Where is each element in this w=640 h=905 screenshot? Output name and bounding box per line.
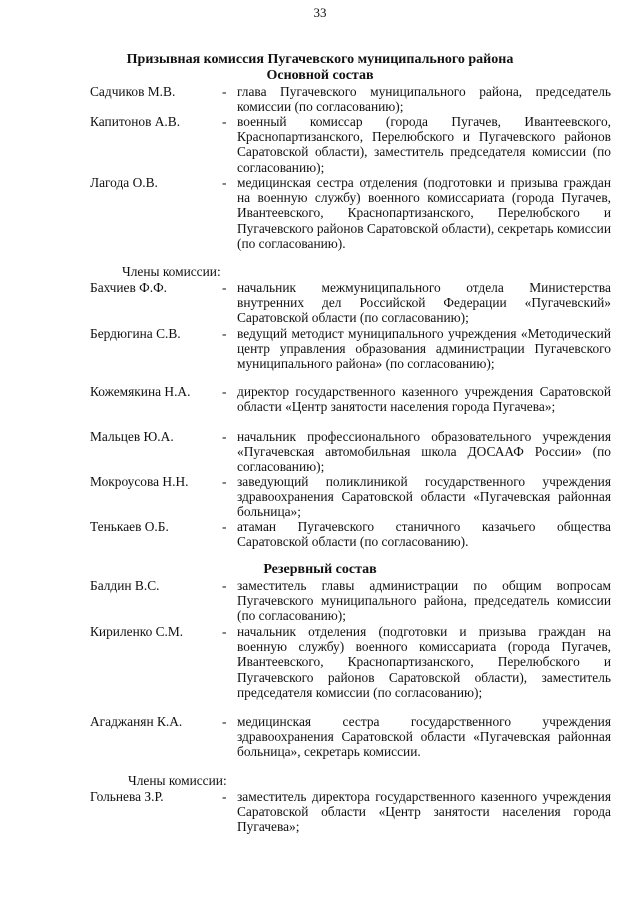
dash: -: [222, 114, 227, 129]
member-name: Садчиков М.В.: [90, 84, 176, 99]
dash: -: [222, 624, 227, 639]
member-position: начальник профессионального образовательного учреждения «Пугачевская автомобильная школа ДОСААФ России» (по согласованию);: [237, 429, 611, 475]
member-name: Кожемякина Н.А.: [90, 384, 191, 399]
main-composition-heading: Основной состав: [266, 68, 374, 83]
dash: -: [222, 789, 227, 804]
reserve-members-label: Члены комиссии:: [128, 773, 227, 788]
member-name: Мальцев Ю.А.: [90, 429, 174, 444]
member-position: глава Пугачевского муниципального района, председатель комиссии (по согласованию);: [237, 84, 611, 115]
dash: -: [222, 519, 227, 534]
dash: -: [222, 429, 227, 444]
member-name: Бердюгина С.В.: [90, 326, 181, 341]
dash: -: [222, 84, 227, 99]
dash: -: [222, 474, 227, 489]
dash: -: [222, 280, 227, 295]
member-name: Мокроусова Н.Н.: [90, 474, 189, 489]
dash: -: [222, 714, 227, 729]
member-name: Тенькаев О.Б.: [90, 519, 169, 534]
member-position: военный комиссар (города Пугачев, Ивантеевского, Краснопартизанского, Перелюбского и Пугачевского районов Саратовской области), заместитель председателя комиссии (по согласованию);: [237, 114, 611, 175]
member-position: ведущий методист муниципального учреждения «Методический центр управления образования администрации Пугачевского муниципального района» (по согласованию);: [237, 326, 611, 372]
member-position: атаман Пугачевского станичного казачьего общества Саратовской области (по согласованию).: [237, 519, 611, 550]
member-position: заместитель главы администрации по общим вопросам Пугачевского муниципального района, председатель комиссии (по согласованию);: [237, 578, 611, 624]
dash: -: [222, 384, 227, 399]
member-position: начальник отделения (подготовки и призыва граждан на военную службу) военного комиссариата (города Пугачев, Ивантеевского, Краснопартизанского, Перелюбского и Пугачевского районов Саратовской области), заместитель председателя комиссии (по согласованию);: [237, 624, 611, 700]
member-name: Лагода О.В.: [90, 175, 158, 190]
member-position: заведующий поликлиникой государственного учреждения здравоохранения Саратовской области «Пугачевская районная больница»;: [237, 474, 611, 520]
dash: -: [222, 326, 227, 341]
members-label: Члены комиссии:: [122, 264, 221, 279]
member-name: Кириленко С.М.: [90, 624, 184, 639]
member-position: заместитель директора государственного казенного учреждения Саратовской области «Центр занятости населения города Пугачева»;: [237, 789, 611, 835]
member-name: Капитонов А.В.: [90, 114, 181, 129]
page-number: 33: [313, 5, 327, 20]
member-name: Агаджанян К.А.: [90, 714, 183, 729]
member-name: Бахчиев Ф.Ф.: [90, 280, 168, 295]
member-name: Гольнева З.Р.: [90, 789, 164, 804]
reserve-composition-heading: Резервный состав: [263, 562, 377, 577]
member-position: медицинская сестра отделения (подготовки и призыва граждан на военную службу) военного комиссариата (города Пугачев, Ивантеевского, Краснопартизанского, Перелюбского и Пугачевского районов Саратовской области), секретарь комиссии (по согласованию).: [237, 175, 611, 251]
member-position: начальник межмуниципального отдела Министерства внутренних дел Российской Федерации «Пугачевский» Саратовской области (по согласованию);: [237, 280, 611, 326]
member-position: медицинская сестра государственного учреждения здравоохранения Саратовской области «Пугачевская районная больница», секретарь комиссии.: [237, 714, 611, 760]
commission-title: Призывная комиссия Пугачевского муниципального района: [126, 52, 514, 67]
member-name: Балдин В.С.: [90, 578, 160, 593]
dash: -: [222, 175, 227, 190]
dash: -: [222, 578, 227, 593]
member-position: директор государственного казенного учреждения Саратовской области «Центр занятости населения города Пугачева»;: [237, 384, 611, 415]
